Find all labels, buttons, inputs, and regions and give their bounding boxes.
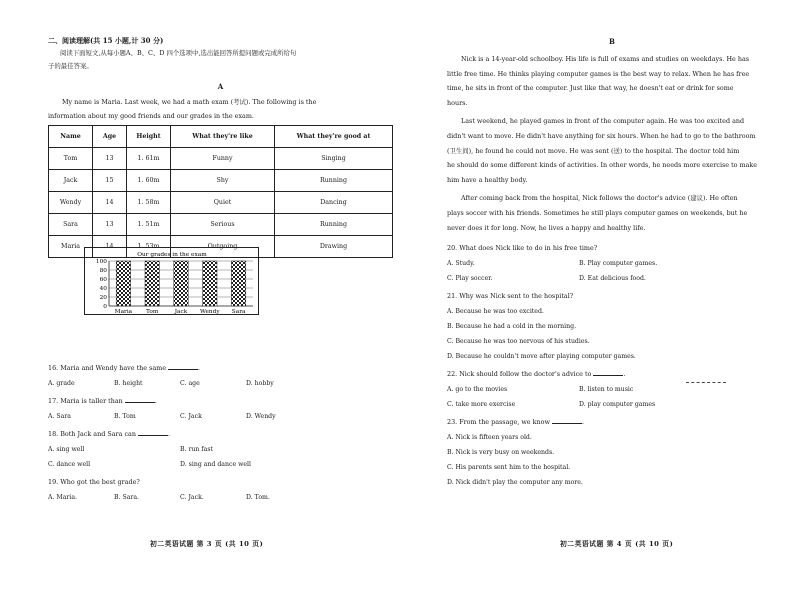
left-footer: 初二英语试题 第 3 页 (共 10 页) [150,540,264,548]
answer-option[interactable]: A. grade [48,380,75,387]
question-stem [447,292,777,301]
answer-option[interactable]: A. sing well [48,446,85,453]
table-header: Name [49,126,93,148]
answer-option[interactable]: B. Play computer games. [579,260,658,268]
option-row [48,460,393,469]
bar-tom [145,261,159,306]
left-questions [48,355,393,502]
table-cell: Funny [171,148,275,170]
table-cell: Jack [49,170,93,192]
table-header: Height [127,126,171,148]
question-item [48,430,393,469]
answer-option[interactable]: C. Jack. [180,494,204,501]
answer-option[interactable]: B. Tom [114,413,136,420]
x-tick-label: Wendy [199,309,220,315]
table-cell: Maria [49,236,93,258]
passage-line: After coming back from the hospital, Nick follows the doctor's advice (建议). He often [461,194,738,203]
bar-jack [174,261,188,306]
left-page [48,36,393,258]
answer-option[interactable]: C. take more exercise [447,401,516,409]
table-header: What they're good at [275,126,393,148]
question-stem [48,364,393,373]
question-stem [48,478,393,487]
answer-option[interactable]: A. Because he was too excited. [447,308,544,316]
x-tick-label: Tom [145,309,159,315]
right-questions [447,244,777,487]
table-cell: Dancing [275,192,393,214]
answer-option[interactable]: D. hobby [246,380,274,387]
passage-line: him have a healthy body. [447,175,528,184]
instructions-line-2: 子的最佳答案。 [48,61,93,70]
passage-b-label: B [609,37,615,46]
passage-line: he should do some different kinds of activities. In other words, he needs more exercise to make [447,161,758,170]
answer-blank [593,370,626,379]
question-text: 21. Why was Nick sent to the hospital? [447,292,574,301]
table-cell: Drawing [275,236,393,258]
y-tick-label: 0 [103,304,107,310]
option-row [447,274,777,283]
answer-blank [552,418,585,427]
passage-line: Nick is a 14-year-old schoolboy. His life is full of exams and studies on weekdays. He has [461,55,750,63]
answer-option[interactable]: B. height [114,380,143,387]
passage-line: (卫生间), he found he could not move. He was sent (送) to the hospital. The doctor told him [447,146,740,155]
right-footer: 初二英语试题 第 4 页 (共 10 页) [560,540,674,548]
answer-blank [125,397,155,403]
option-row [48,445,393,454]
answer-option[interactable]: D. sing and dance well [180,461,251,468]
table-row [49,170,393,192]
table-cell: Outgoing [171,236,275,258]
answer-option[interactable]: A. Sara [48,413,71,420]
table-cell: 13 [93,214,127,236]
question-text: 19. Who got the best grade? [48,478,140,486]
passage-a-label: A [217,82,224,92]
friends-info-table [48,125,393,258]
answer-option[interactable]: D. Wendy [246,413,276,420]
table-cell: 1. 61m [127,148,171,170]
instructions-line-1: 阅读下面短文,从每小题A、B、C、D 四个选项中,选出能回答所提问题或完成所给句 [60,49,297,57]
option-row [48,493,393,502]
chart-title: Our grades in the exam [137,252,207,258]
option-row [447,259,777,268]
answer-option[interactable]: B. run fast [180,446,214,453]
question-end: . [168,430,171,438]
table-header-row [49,126,393,148]
question-item [48,478,393,502]
table-cell: Singing [275,148,393,170]
table-cell: Shy [171,170,275,192]
intro-line-2: information about my good friends and our grades in the exam. [48,111,254,120]
table-cell: Quiet [171,192,275,214]
passage-line: didn't want to move. He didn't have anything for six hours. When he had to go to the bathroom [447,131,756,140]
table-header: Age [93,126,127,148]
passage-b-text [447,52,777,235]
table-row [49,214,393,236]
chart-bars [116,261,246,306]
y-tick-label: 60 [99,277,107,283]
table-cell: 13 [93,148,127,170]
x-tick-label: Maria [114,309,133,315]
question-end: . [581,418,585,427]
table-row [49,192,393,214]
answer-option[interactable]: D. Tom. [246,494,270,501]
answer-option[interactable]: D. Nick didn't play the computer any more. [447,479,583,487]
table-cell: 15 [93,170,127,192]
answer-option[interactable]: C. Play soccer. [447,275,493,283]
question-item [447,418,777,487]
table-cell: 1. 53m [127,236,171,258]
table-body [49,148,393,258]
question-text: 23. From the passage, we know [447,418,550,427]
question-item [447,292,777,361]
y-tick-label: 40 [99,286,107,292]
question-item [48,364,393,388]
table-cell: Wendy [49,192,93,214]
bar-wendy [203,261,217,306]
passage-paragraph [447,114,777,187]
question-stem [447,418,777,427]
table-cell: Serious [171,214,275,236]
question-text: 16. Maria and Wendy have the same [48,364,166,372]
table-cell: Running [275,214,393,236]
table-row [49,148,393,170]
answer-option[interactable]: B. Sara. [114,494,140,501]
passage-line: plays soccer with his friends. Sometimes he still plays computer games on weekends, but he [447,208,748,217]
question-text: 17. Maria is taller than [48,397,123,405]
table-cell: 14 [93,192,127,214]
passage-line: little free time. He thinks playing computer games is the best way to relax. When he has free [447,69,750,78]
section-title: 二、阅读理解(共 15 小题,计 30 分) [48,36,164,45]
passage-line: hours. [447,98,468,107]
question-item [447,244,777,283]
answer-option[interactable]: C. His parents sent him to the hospital. [447,464,571,472]
answer-option[interactable]: A. go to the movies [447,386,508,394]
bar-maria [116,261,130,306]
question-end: . [154,397,157,405]
x-tick-label: Sara [231,309,246,315]
passage-line: time, he sits in front of the computer. Just like that way, he doesn't eat or drink for some [447,84,734,93]
passage-paragraph [447,191,777,235]
question-end: . [198,364,201,372]
fold-mark [686,382,726,383]
y-tick-label: 20 [99,295,107,301]
y-tick-label: 80 [99,268,107,274]
question-text: 22. Nick should follow the doctor's advice to [447,370,592,379]
option-row [447,385,777,394]
table-cell: 1. 60m [127,170,171,192]
table-cell: 1. 51m [127,214,171,236]
x-tick-label: Jack [174,309,188,315]
answer-option[interactable]: B. Nick is very busy on weekends. [447,449,555,457]
table-cell: Tom [49,148,93,170]
answer-option[interactable]: B. Because he had a cold in the morning. [447,323,577,331]
answer-option[interactable]: B. listen to music [579,386,634,394]
table-cell: 14 [93,236,127,258]
bar-sara [231,261,245,306]
table-header: What they're like [171,126,275,148]
table-cell: 1. 58m [127,192,171,214]
answer-option[interactable]: A. Nick is fifteen years old. [447,434,532,442]
answer-option[interactable]: C. age [180,380,200,387]
question-end: . [623,370,626,379]
answer-option[interactable]: A. Study. [447,260,475,268]
answer-blank [138,430,171,438]
intro-line-1: My name is Maria. Last week, we had a math exam (考试). The following is the [62,98,317,107]
answer-option[interactable]: D. Eat delicious food. [579,275,646,283]
question-stem [447,370,777,379]
table-cell: Running [275,170,393,192]
question-stem [447,244,777,253]
answer-blank [168,364,201,372]
answer-option[interactable]: D. Because he couldn't move after playing computer games. [447,353,636,361]
question-text: 20. What does Nick like to do in his free time? [447,244,598,253]
question-item [447,370,777,409]
answer-option[interactable]: A. Maria. [48,494,78,501]
question-stem [48,397,393,406]
question-stem [48,430,393,439]
y-tick-label: 100 [95,259,107,265]
answer-option[interactable]: C. Because he was too nervous of his studies. [447,338,590,346]
question-text: 18. Both Jack and Sara can [48,430,136,438]
answer-option[interactable]: C. Jack [180,413,202,420]
passage-paragraph [447,52,777,110]
table-cell: Sara [49,214,93,236]
answer-option[interactable]: D. play computer games [579,401,656,409]
right-page [447,36,777,487]
question-item [48,397,393,421]
option-row [48,412,393,421]
option-row [48,379,393,388]
grades-chart [84,247,259,315]
passage-line: never does it for long. Now, he lives a happy and healthy life. [447,223,646,232]
passage-line: Last weekend, he played games in front of the computer again. He was too excited and [461,117,745,126]
grades-chart-svg [85,248,260,316]
answer-option[interactable]: C. dance well [48,461,91,468]
option-row [447,400,777,409]
